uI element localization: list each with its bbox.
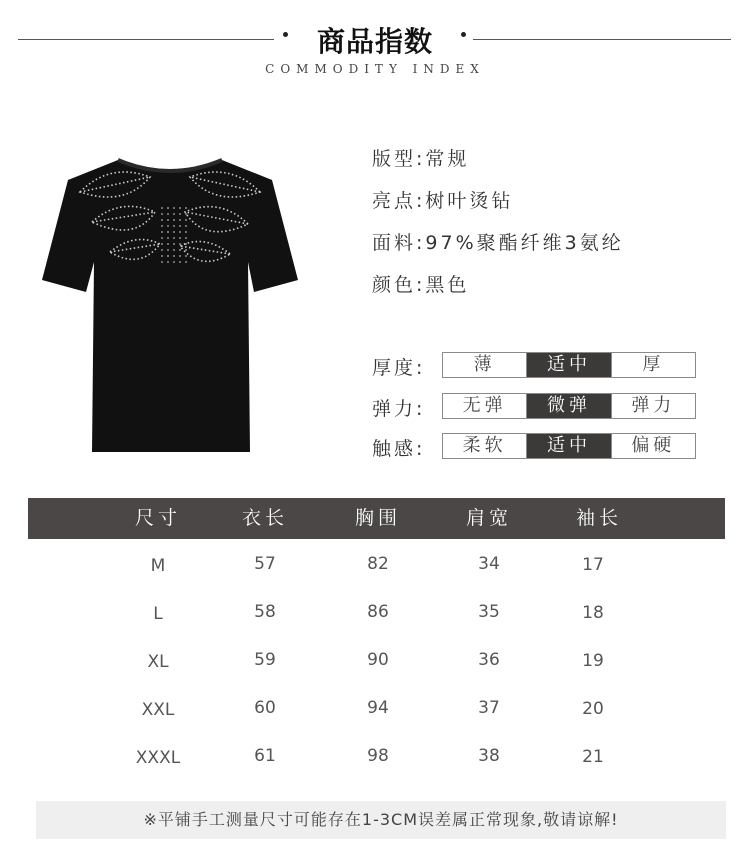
size-table-cell: 18: [582, 603, 604, 623]
size-table-cell: 34: [478, 554, 500, 574]
size-table-cell: 37: [478, 698, 500, 718]
spec-fit-value: 常规: [425, 148, 470, 170]
size-table-cell: 61: [254, 746, 276, 766]
page-title: 商品指数: [316, 25, 433, 58]
size-table-cell: 36: [478, 650, 500, 670]
size-table-header-length: 衣长: [241, 507, 288, 529]
meter-touch-option-medium: 适中: [526, 434, 610, 458]
spec-fit-key: 版型:: [372, 148, 426, 170]
size-table-cell: 17: [582, 555, 604, 575]
size-table-cell: 57: [254, 554, 276, 574]
meter-thickness-option-thick: 厚: [611, 353, 695, 377]
meter-thickness-option-medium: 适中: [526, 353, 610, 377]
header-dot-right: [461, 32, 466, 37]
page-subtitle: COMMODITY INDEX: [265, 62, 485, 76]
meter-touch-option-soft: 柔软: [462, 435, 507, 456]
tshirt-body: [42, 160, 298, 452]
size-table-cell: 38: [478, 746, 500, 766]
meter-touch-label: 触感:: [372, 438, 426, 460]
size-table-cell: 98: [367, 746, 389, 766]
header-divider-left: [18, 39, 274, 40]
size-table-cell: 60: [254, 698, 276, 718]
spec-color-key: 颜色:: [372, 274, 426, 296]
product-image: [40, 152, 300, 457]
meter-elasticity-option-stretch: 弹力: [611, 394, 695, 418]
size-table-cell: 58: [254, 602, 276, 622]
size-table-cell: 94: [367, 698, 389, 718]
size-table-cell: 82: [367, 554, 389, 574]
meter-thickness-label: 厚度:: [372, 357, 426, 379]
spec-highlight-value: 树叶烫钻: [425, 190, 514, 212]
meter-elasticity-option-slight: 微弹: [526, 394, 610, 418]
rhinestone-scatter: [160, 207, 188, 267]
measurement-note: ※平铺手工测量尺寸可能存在1-3CM误差属正常现象,敬请谅解!: [36, 801, 726, 839]
size-table-cell: 21: [582, 747, 604, 767]
size-table-cell: XXXL: [135, 748, 181, 768]
spec-fabric-key: 面料:: [372, 232, 426, 254]
header-dot-left: [283, 32, 288, 37]
meter-thickness: [442, 352, 696, 378]
size-table-cell: 90: [367, 650, 389, 670]
size-table-cell: 20: [582, 699, 604, 719]
size-table-header: [28, 498, 725, 539]
meter-elasticity-option-none: 无弹: [462, 395, 507, 416]
spec-highlight-key: 亮点:: [372, 190, 426, 212]
meter-elasticity-label: 弹力:: [372, 398, 426, 420]
size-table-header-shoulder: 肩宽: [465, 507, 512, 529]
size-table-cell: 86: [367, 602, 389, 622]
spec-fit: [372, 144, 469, 171]
header-divider-right: [473, 39, 731, 40]
size-table-cell: XXL: [141, 700, 175, 720]
size-table-header-sleeve: 袖长: [575, 507, 622, 529]
spec-color: [372, 270, 469, 297]
spec-highlight: [372, 186, 513, 213]
spec-fabric-value: 97%聚酯纤维3氨纶: [425, 232, 624, 254]
meter-elasticity: [442, 393, 696, 419]
size-table-cell: 19: [582, 651, 604, 671]
size-table-cell: 59: [254, 650, 276, 670]
size-table-header-size: 尺寸: [134, 507, 181, 529]
size-table-cell: 35: [478, 602, 500, 622]
meter-touch-option-hard: 偏硬: [611, 434, 695, 458]
size-table-cell: XL: [147, 652, 169, 672]
spec-fabric: [372, 228, 624, 255]
size-table-cell: L: [153, 604, 163, 624]
meter-thickness-option-thin: 薄: [473, 354, 496, 375]
size-table-cell: M: [150, 556, 166, 576]
meter-touch: [442, 433, 696, 459]
spec-color-value: 黑色: [425, 274, 470, 296]
size-table-header-chest: 胸围: [354, 507, 401, 529]
